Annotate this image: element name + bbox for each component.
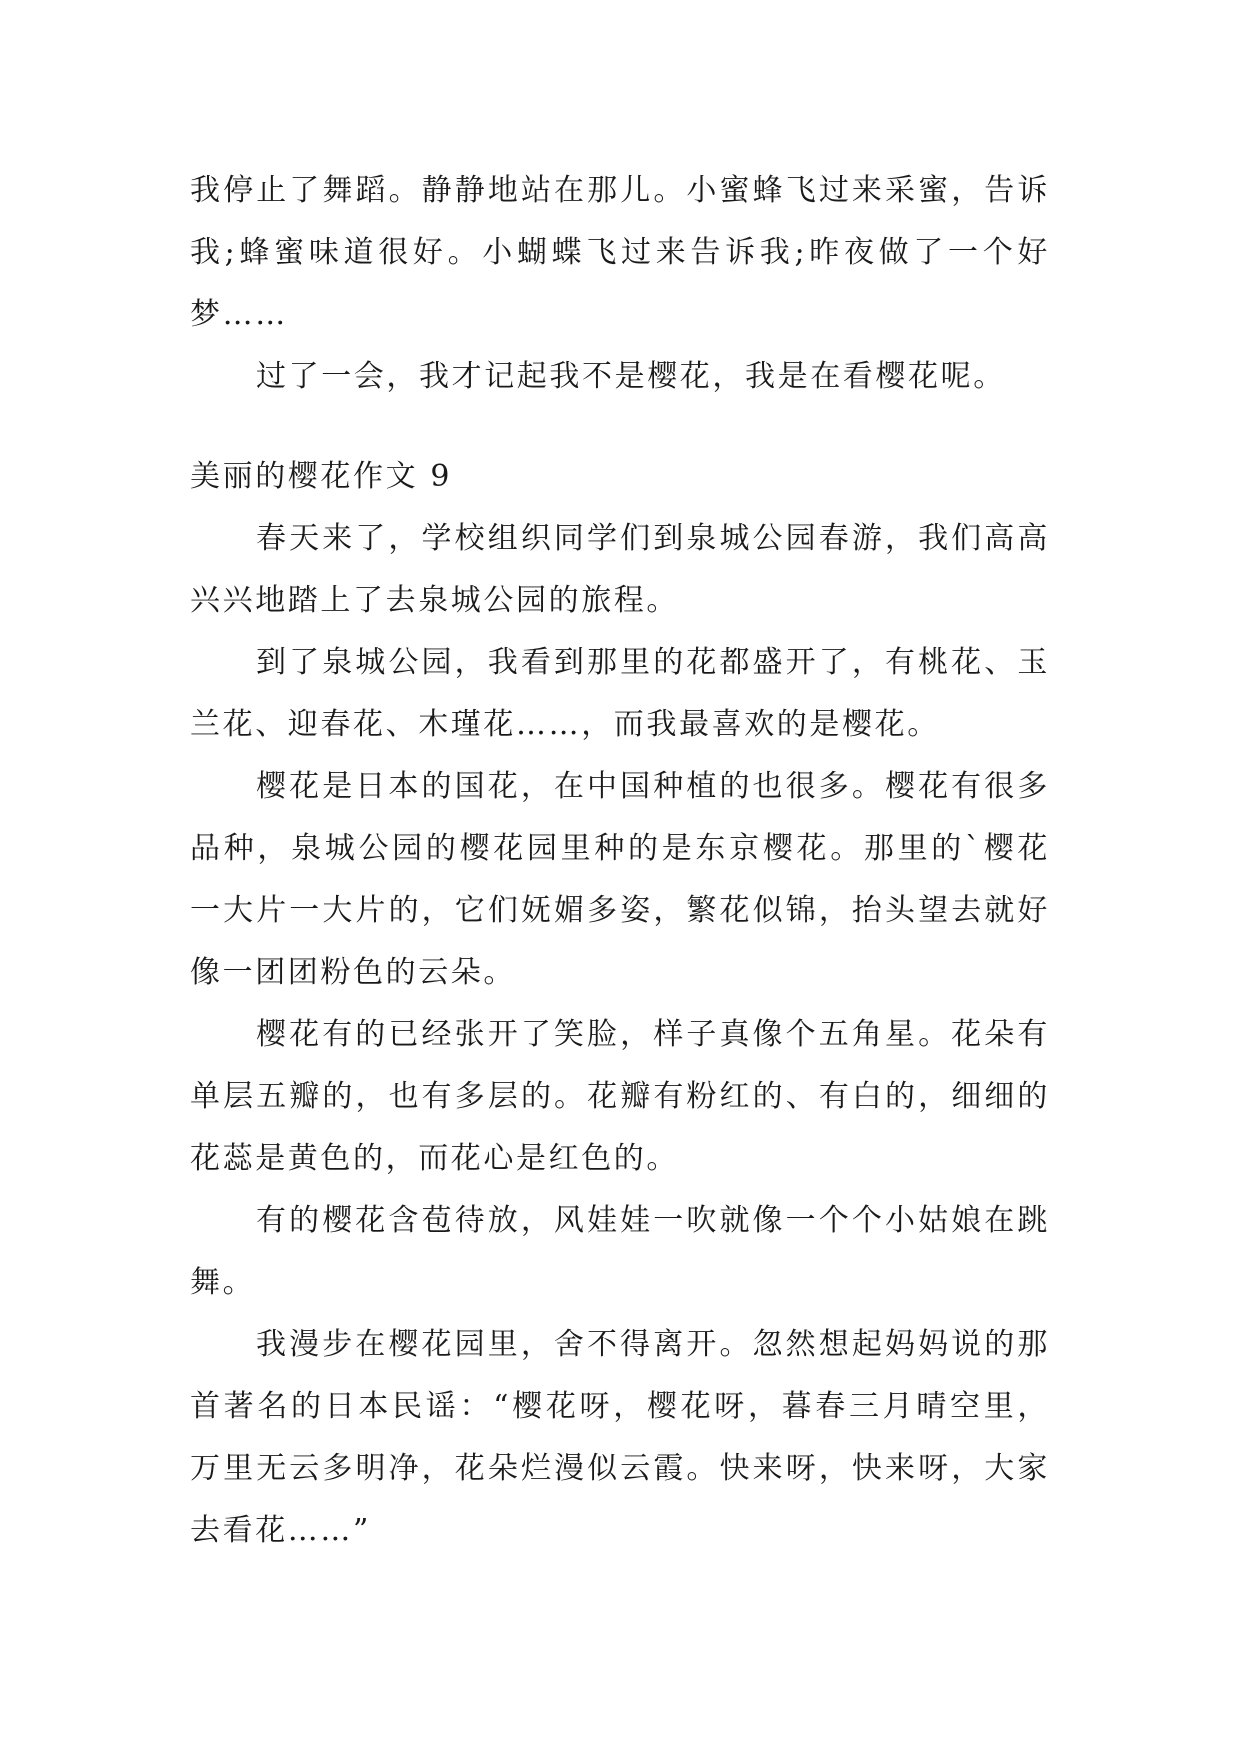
paragraph: 樱花是日本的国花，在中国种植的也很多。樱花有很多品种，泉城公园的樱花园里种的是东京樱花。那里的`樱花一大片一大片的，它们妩媚多姿，繁花似锦，抬头望去就好像一团团粉色的云朵。 bbox=[190, 769, 1050, 990]
paragraph: 樱花有的已经张开了笑脸，样子真像个五角星。花朵有单层五瓣的，也有多层的。花瓣有粉红的、有白的，细细的花蕊是黄色的，而花心是红色的。 bbox=[190, 1017, 1050, 1176]
paragraph: 我停止了舞蹈。静静地站在那儿。小蜜蜂飞过来采蜜，告诉我;蜂蜜味道很好。小蝴蝶飞过来告诉我;昨夜做了一个好梦…… bbox=[190, 173, 1050, 332]
paragraph: 过了一会，我才记起我不是樱花，我是在看樱花呢。 bbox=[256, 359, 1006, 394]
paragraph: 春天来了，学校组织同学们到泉城公园春游，我们高高兴兴地踏上了去泉城公园的旅程。 bbox=[190, 521, 1050, 618]
paragraph: 到了泉城公园，我看到那里的花都盛开了，有桃花、玉兰花、迎春花、木瑾花……，而我最喜欢的是樱花。 bbox=[190, 645, 1050, 742]
document-body bbox=[190, 160, 1050, 1562]
paragraph: 有的樱花含苞待放，风娃娃一吹就像一个个小姑娘在跳舞。 bbox=[190, 1203, 1050, 1300]
section-title: 美丽的樱花作文 9 bbox=[190, 459, 453, 494]
paragraph: 我漫步在樱花园里，舍不得离开。忽然想起妈妈说的那首著名的日本民谣：“樱花呀，樱花呀，暮春三月晴空里，万里无云多明净，花朵烂漫似云霞。快来呀，快来呀，大家去看花……” bbox=[190, 1327, 1050, 1548]
